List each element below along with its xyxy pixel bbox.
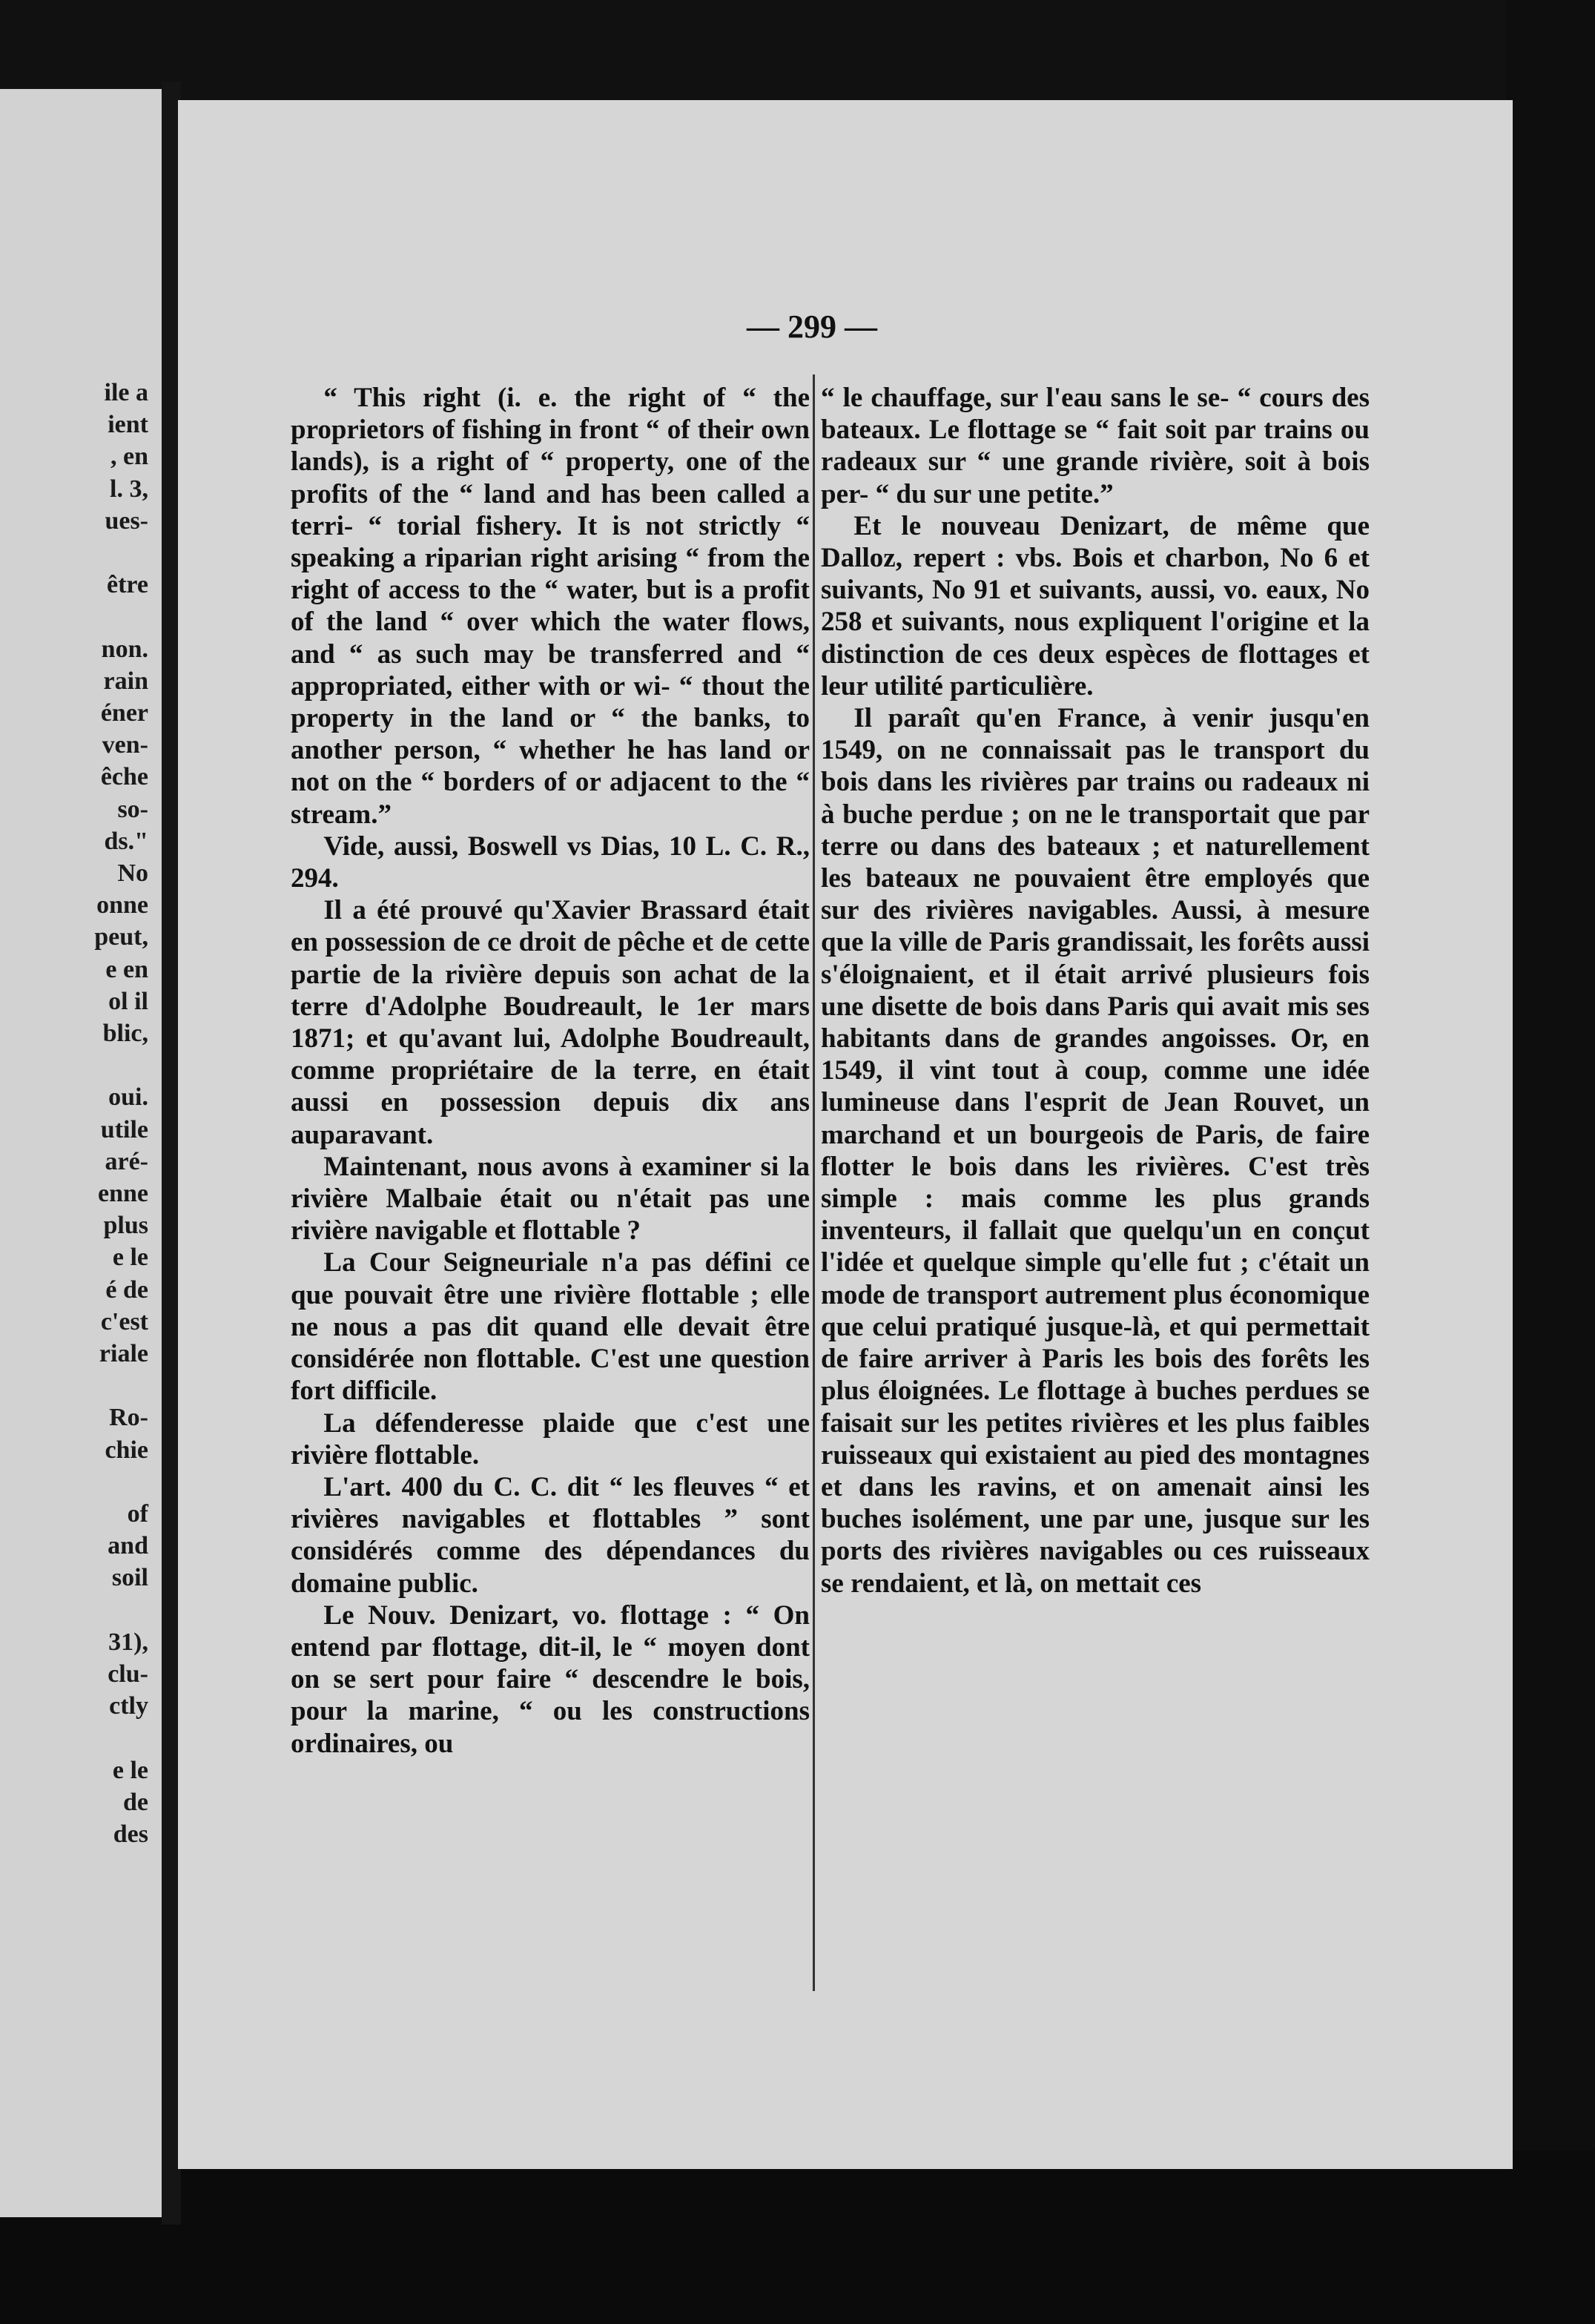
previous-page-line: onne <box>96 891 148 920</box>
previous-page-line: non. <box>101 635 148 663</box>
previous-page-line: 31), <box>108 1628 148 1656</box>
previous-page-line: Ro- <box>109 1404 148 1432</box>
previous-page-line: ven- <box>102 731 148 759</box>
previous-page-line: ctly <box>109 1692 148 1720</box>
column-divider <box>813 374 815 1991</box>
previous-page-line: l. 3, <box>110 475 148 503</box>
previous-page-line: être <box>107 571 148 599</box>
previous-page-line: ient <box>108 411 148 439</box>
paragraph: Le Nouv. Denizart, vo. flottage : “ On entend par flottage, dit-il, le “ moyen dont on se sert pour faire “ descendre le bois, pour la marine, “ ou les constructions ordinaires, ou <box>291 1600 810 1759</box>
previous-page-line: peut, <box>94 923 148 951</box>
previous-page-line: chie <box>105 1436 148 1464</box>
previous-page-line: No <box>117 859 148 887</box>
paragraph: Vide, aussi, Boswell vs Dias, 10 L. C. R., 294. <box>291 831 810 894</box>
previous-page-line: des <box>113 1820 148 1848</box>
previous-page-fragment <box>0 89 167 2217</box>
previous-page-line: , en <box>110 443 148 471</box>
previous-page-line: oui. <box>108 1083 148 1112</box>
left-column <box>291 382 810 1760</box>
paragraph: “ This right (i. e. the right of “ the proprietors of fishing in front “ of their own lands), is a right of “ property, one of the profits of the “ land and has been called a terri- “ torial fishery. It is not strictly “ speaking a riparian right arising “ from the right of access to the “ water, but is a profit of the land “ over which the water flows, and “ as such may be transferred and “ appropriated, either with or wi- “ thout the property in the land or “ the banks, to another person, “ whether he has land or not on the “ borders of or adjacent to the “ stream.” <box>291 383 810 830</box>
paragraph: La Cour Seigneuriale n'a pas défini ce que pouvait être une rivière flottable ; elle ne nous a pas dit quand elle devait être considérée non flottable. C'est une question fort difficile. <box>291 1247 810 1407</box>
previous-page-line: blic, <box>102 1020 148 1047</box>
paragraph: Maintenant, nous avons à examiner si la rivière Malbaie était ou n'était pas une rivière navigable et flottable ? <box>291 1151 810 1247</box>
paragraph: “ le chauffage, sur l'eau sans le se- “ cours des bateaux. Le flottage se “ fait soit par trains ou radeaux sur “ une grande rivière, soit à bois per- “ du sur une petite.” <box>821 383 1370 509</box>
paragraph: Et le nouveau Denizart, de même que Dalloz, repert : vbs. Bois et charbon, No 6 et suivants, No 91 et suivants, aussi, vo. eaux, No 258 et suivants, nous expliquent l'origine et la distinction de ces deux espèces de flottages et leur utilité particulière. <box>821 510 1370 702</box>
film-border-right <box>1506 0 1595 2324</box>
previous-page-line: aré- <box>105 1147 148 1175</box>
previous-page-line: utile <box>100 1115 148 1143</box>
previous-page-line: ues- <box>105 506 148 535</box>
previous-page-line: êche <box>100 763 148 791</box>
page-number: — 299 — <box>747 308 877 345</box>
previous-page-line: so- <box>117 795 148 823</box>
previous-page-line: e en <box>105 955 148 983</box>
film-border-bottom <box>0 2150 1595 2324</box>
previous-page-line: e le <box>112 1244 148 1272</box>
previous-page-line: e le <box>112 1756 148 1784</box>
previous-page-line: éner <box>100 699 148 727</box>
previous-page-line: ds." <box>104 827 148 855</box>
previous-page-line: of <box>127 1500 148 1528</box>
previous-page-line: é de <box>105 1275 148 1304</box>
previous-page-line: riale <box>99 1340 148 1367</box>
previous-page-line: enne <box>98 1180 148 1207</box>
paragraph: Il a été prouvé qu'Xavier Brassard était en possession de ce droit de pêche et de cette partie de la rivière depuis son achat de la terre d'Adolphe Boudreault, le 1er mars 1871; et qu'avant lui, Adolphe Boudreault, comme propriétaire de la terre, en était aussi en possession depuis dix ans auparavant. <box>291 895 810 1150</box>
previous-page-line: soil <box>111 1564 148 1592</box>
paragraph: Il paraît qu'en France, à venir jusqu'en 1549, on ne connaissait pas le transport du bois dans les rivières par trains ou radeaux ni à buche perdue ; on ne le transportait que par terre ou dans des bateaux ; et naturellement les bateaux ne pouvaient être employés que sur des rivières navigables. Aussi, à mesure que la ville de Paris grandissait, les forêts aussi s'éloignaient, et il était arrivé plusieurs fois une disette de bois dans Paris qui avait mis ses habitants dans de grandes angoisses. Or, en 1549, il vint tout à coup, comme une idée lumineuse dans l'esprit de Jean Rouvet, un marchand et un bourgeois de Paris, de faire flotter le bois dans les rivières. C'est très simple : mais comme les plus grands inventeurs, il fallait que quelqu'un en conçut l'idée et quelque simple qu'elle fut ; c'était un mode de transport autrement plus économique que celui pratiqué jusque-là, et qui permettait de faire arriver à Paris les bois des forêts les plus éloignées. Le flottage à buches perdues se faisait sur les petites rivières et les plus faibles ruisseaux qui existaient au pied des montagnes et dans les ravins, et on amenait ainsi les buches isolément, une par une, jusque sur les ports des rivières navigables ou ces ruisseaux se rendaient, et là, on mettait ces <box>821 703 1370 1599</box>
previous-page-line: plus <box>103 1212 148 1240</box>
previous-page-line: ol il <box>108 987 148 1015</box>
previous-page-line: rain <box>103 667 148 695</box>
film-border-top <box>0 0 1595 104</box>
previous-page-line: and <box>108 1532 148 1560</box>
previous-page-line: de <box>123 1788 148 1816</box>
previous-page-line: ile a <box>104 379 148 406</box>
previous-page-line: c'est <box>100 1307 148 1336</box>
right-column <box>821 382 1370 1600</box>
previous-page-line: clu- <box>108 1660 148 1688</box>
paragraph: La défenderesse plaide que c'est une rivière flottable. <box>291 1407 810 1470</box>
paragraph: L'art. 400 du C. C. dit “ les fleuves “ et rivières navigables et flottables ” sont considérés comme des dépendances du domaine public. <box>291 1471 810 1599</box>
